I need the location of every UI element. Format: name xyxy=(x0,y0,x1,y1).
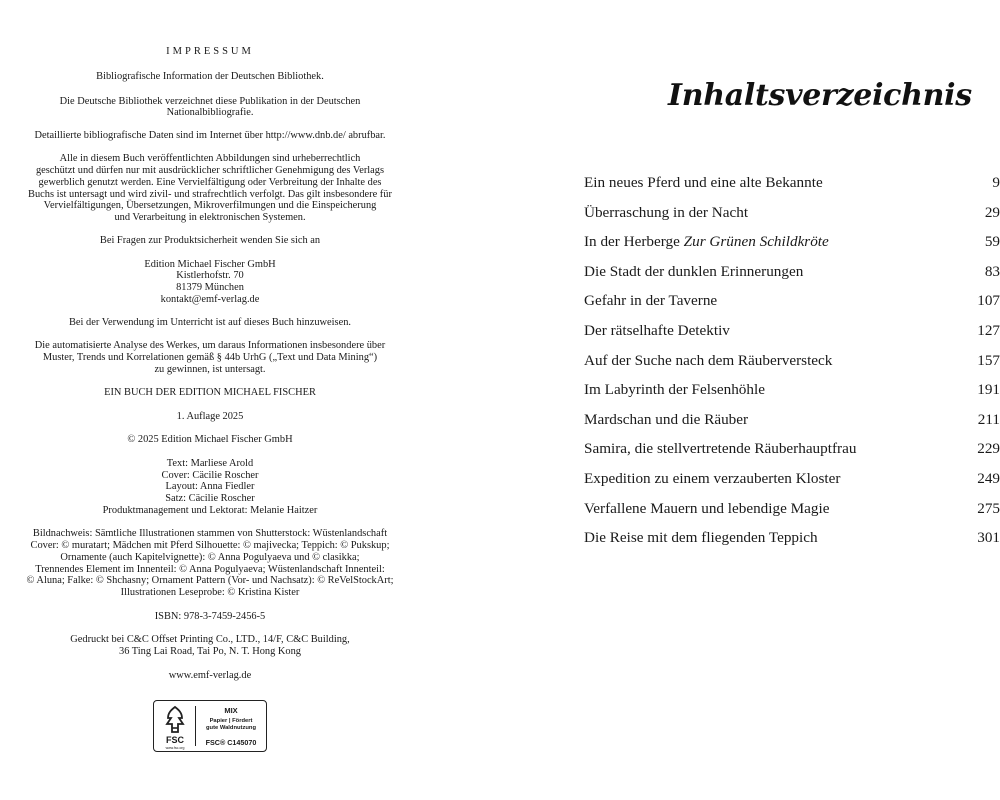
impressum-line: Kistlerhofstr. 70 xyxy=(176,270,244,281)
impressum-line: Bei Fragen zur Produktsicherheit wenden Sie sich an xyxy=(99,235,321,246)
impressum-line: www.emf-verlag.de xyxy=(168,670,252,681)
toc-entry-page: 157 xyxy=(977,351,1000,369)
impressum-line: 36 Ting Lai Road, Tai Po, N. T. Hong Kong xyxy=(119,646,301,657)
toc-entry xyxy=(584,230,1000,260)
toc-entry-title: Ein neues Pferd und eine alte Bekannte xyxy=(584,174,823,191)
impressum-line: Muster, Trends und Korrelationen gemäß § 44b UrhG („Text und Data Mining“) xyxy=(42,352,378,363)
toc-entry-title-prefix: In der Herberge xyxy=(584,233,684,251)
fsc-description: Papier | Fördert xyxy=(209,718,253,724)
impressum-line: Layout: Anna Fiedler xyxy=(165,481,255,492)
toc-entry xyxy=(584,378,1000,408)
toc-entry xyxy=(584,201,1000,231)
fsc-divider xyxy=(195,706,196,746)
impressum-line: kontakt@emf-verlag.de xyxy=(160,294,260,305)
toc-entry-page: 59 xyxy=(984,233,1000,251)
impressum-line: 1. Auflage 2025 xyxy=(176,411,244,422)
impressum-line: zu gewinnen, ist untersagt. xyxy=(154,364,266,375)
toc-entry-title: Die Stadt der dunklen Erinnerungen xyxy=(584,262,804,280)
impressum-line: Bei der Verwendung im Unterricht ist auf dieses Buch hinzuweisen. xyxy=(68,317,352,328)
fsc-mix-label: MIX xyxy=(224,706,238,715)
toc-entry xyxy=(584,171,1000,201)
fsc-wordmark: FSC xyxy=(166,735,184,745)
toc-entry-page: 127 xyxy=(977,321,1000,339)
impressum-line: Bildnachweis: Sämtliche Illustrationen stammen von Shutterstock: Wüstenlandschaft xyxy=(32,528,388,539)
toc-entry-title: Auf der Suche nach dem Räuberversteck xyxy=(584,351,833,369)
impressum-line: Buchs ist untersagt und wird zivil- und strafrechtlich verfolgt. Das gilt insbesondere für xyxy=(28,189,392,200)
toc-entry-page: 191 xyxy=(977,381,1000,399)
toc-entry xyxy=(584,289,1000,319)
toc-entry-title: Überraschung in der Nacht xyxy=(584,203,749,221)
toc-entry xyxy=(584,260,1000,290)
impressum-line: Gedruckt bei C&C Offset Printing Co., LTD., 14/F, C&C Building, xyxy=(70,634,350,645)
toc-entry-page: 211 xyxy=(977,410,1000,428)
impressum-line: Detaillierte bibliografische Daten sind im Internet über http://www.dnb.de/ abrufbar. xyxy=(34,130,386,141)
toc-entry-title: Im Labyrinth der Felsenhöhle xyxy=(584,381,765,399)
impressum-line: ISBN: 978-3-7459-2456-5 xyxy=(154,611,266,622)
fsc-description: gute Waldnutzung xyxy=(205,725,256,731)
impressum-title: IMPRESSUM xyxy=(166,46,254,57)
impressum-line: Die automatisierte Analyse des Werkes, um daraus Informationen insbesondere über xyxy=(34,340,386,351)
impressum-line: Alle in diesem Buch veröffentlichten Abbildungen sind urheberrechtlich xyxy=(59,153,361,164)
impressum-page xyxy=(0,0,420,800)
impressum-line: Edition Michael Fischer GmbH xyxy=(144,259,276,270)
toc-entry xyxy=(584,526,1000,556)
toc-entry-title: Verfallene Mauern und lebendige Magie xyxy=(584,499,830,517)
fsc-license-code: FSC® C145070 xyxy=(205,738,257,747)
toc-entry-title-italic: Zur Grünen Schildkröte xyxy=(683,233,829,251)
impressum-line: Die Deutsche Bibliothek verzeichnet diese Publikation in der Deutschen xyxy=(59,96,361,107)
toc-entry-page: 107 xyxy=(977,292,1000,310)
toc-entry-title xyxy=(584,230,829,254)
impressum-line: und Verarbeitung in elektronischen Systemen. xyxy=(114,212,306,223)
impressum-line: Text: Marliese Arold xyxy=(166,458,254,469)
toc-list xyxy=(584,171,1000,556)
toc-entry-page: 9 xyxy=(992,174,1000,191)
toc-entry xyxy=(584,497,1000,527)
impressum-line: Trennendes Element im Innenteil: © Anna Pogulyaeva; Wüstenlandschaft Innenteil: xyxy=(35,564,385,575)
impressum-line: © Aluna; Falke: © Shchasny; Ornament Pattern (Vor- und Nachsatz): © ReVelStockArt; xyxy=(26,575,394,586)
toc-entry-page: 29 xyxy=(984,203,1000,221)
toc-entry-page: 249 xyxy=(977,469,1000,487)
toc-entry-title: Die Reise mit dem fliegenden Teppich xyxy=(584,529,818,547)
toc-entry xyxy=(584,408,1000,438)
impressum-line: Illustrationen Leseprobe: © Kristina Kister xyxy=(120,587,300,598)
toc-heading: Inhaltsverzeichnis xyxy=(668,78,972,113)
impressum-line: Ornamente (auch Kapitelvignette): © Anna Pogulyaeva und © clasikka; xyxy=(60,552,360,563)
fsc-url: www.fsc.org xyxy=(165,746,185,750)
toc-page xyxy=(540,0,1000,800)
impressum-line: Cover: © muratart; Mädchen mit Pferd Silhouette: © majivecka; Teppich: © Pukskup; xyxy=(30,540,390,551)
impressum-line: 81379 München xyxy=(176,282,244,293)
impressum-line: Bibliografische Information der Deutschen Bibliothek. xyxy=(96,71,324,82)
impressum-line: EIN BUCH DER EDITION MICHAEL FISCHER xyxy=(104,387,316,398)
impressum-line: Cover: Cäcilie Roscher xyxy=(161,470,259,481)
toc-entry-title: Expedition zu einem verzauberten Kloster xyxy=(584,469,841,487)
toc-entry-title: Der rätselhafte Detektiv xyxy=(584,321,730,339)
toc-entry-title: Mardschan und die Räuber xyxy=(584,410,749,428)
impressum-line: gewerblich genutzt werden. Eine Vervielfältigung oder Verbreitung der Inhalte des xyxy=(38,177,382,188)
toc-entry xyxy=(584,319,1000,349)
toc-entry-title: Gefahr in der Taverne xyxy=(584,292,718,310)
impressum-line: geschützt und dürfen nur mit ausdrücklicher schriftlicher Genehmigung des Verlags xyxy=(35,165,385,176)
fsc-badge xyxy=(153,700,267,752)
impressum-line: Vervielfältigungen, Übersetzungen, Mikroverfilmungen und die Einspeicherung xyxy=(43,200,377,211)
toc-entry xyxy=(584,437,1000,467)
toc-entry-page: 301 xyxy=(977,529,1000,547)
toc-entry-page: 83 xyxy=(984,262,1000,280)
impressum-line: © 2025 Edition Michael Fischer GmbH xyxy=(127,434,293,445)
impressum-line: Satz: Cäcilie Roscher xyxy=(165,493,255,504)
toc-entry xyxy=(584,349,1000,379)
toc-entry-title: Samira, die stellvertretende Räuberhauptfrau xyxy=(584,440,857,458)
toc-entry xyxy=(584,467,1000,497)
impressum-line: Nationalbibliografie. xyxy=(166,107,254,118)
toc-entry-page: 229 xyxy=(977,440,1000,458)
impressum-line: Produktmanagement und Lektorat: Melanie Haitzer xyxy=(102,505,318,516)
toc-entry-page: 275 xyxy=(977,499,1000,517)
